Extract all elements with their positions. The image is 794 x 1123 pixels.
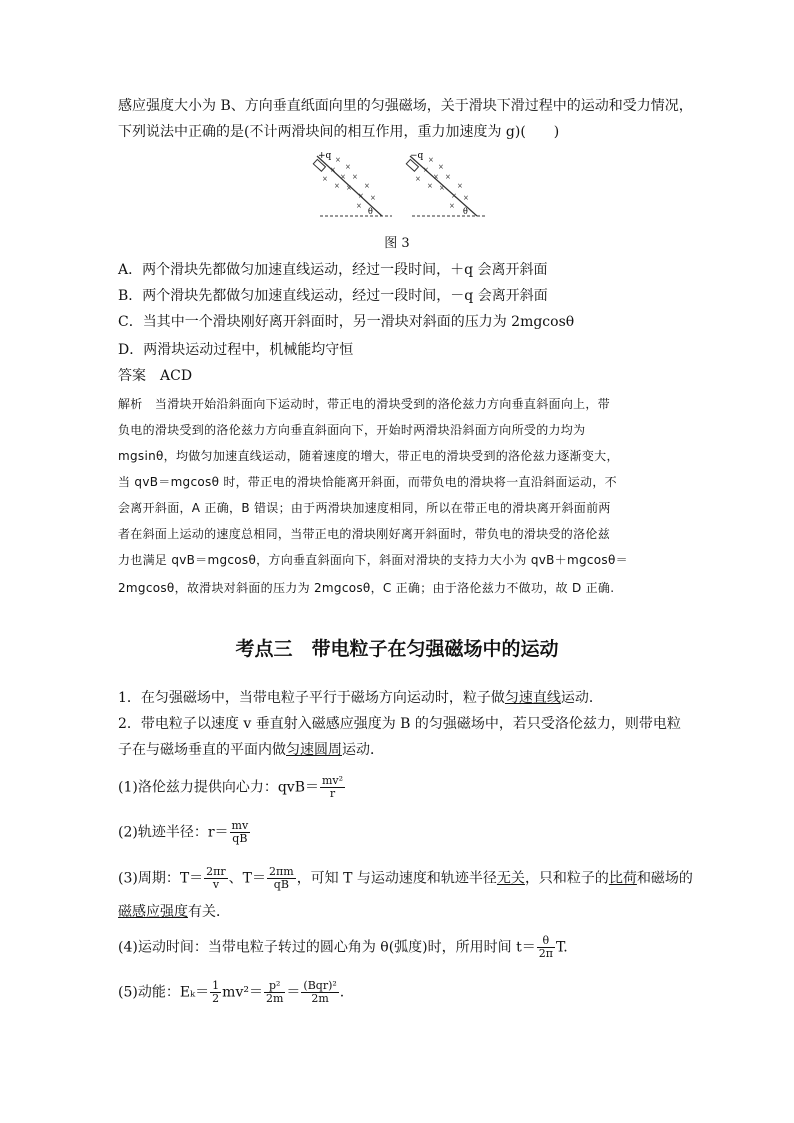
- answer-label: 答案: [118, 368, 146, 384]
- incline-right: [406, 151, 487, 216]
- incline-figure: [312, 148, 492, 224]
- svg-text:×: ×: [433, 173, 439, 181]
- svg-text:×: ×: [370, 194, 376, 202]
- svg-text:×: ×: [451, 192, 457, 200]
- solution-line-6: 者在斜面上运动的速度总相同，当带正电的滑块刚好离开斜面时，带负电的滑块受的洛伦兹: [118, 527, 611, 541]
- formula-4: (4)运动时间：当带电粒子转过的圆心角为 θ(弧度)时，所用时间 t＝ $\frac{\theta}{2\pi}$ T.: [118, 934, 568, 960]
- svg-text:×: ×: [346, 184, 352, 192]
- svg-text:×: ×: [427, 182, 433, 190]
- solution-line-5: 会离开斜面，A 正确，B 错误；由于两滑块加速度相同，所以在带正电的滑块离开斜面前两: [118, 501, 611, 515]
- svg-text:×: ×: [439, 184, 445, 192]
- solution-line-2: 负电的滑块受到的洛伦兹力方向垂直斜面向下，开始时两滑块沿斜面方向所受的力均为: [118, 423, 586, 437]
- svg-text:×: ×: [463, 194, 469, 202]
- option-a: A．两个滑块先都做匀加速直线运动，经过一段时间，＋q 会离开斜面: [118, 262, 548, 278]
- intro-line-1: 感应强度大小为 B、方向垂直纸面向里的匀强磁场，关于滑块下滑过程中的运动和受力情况，: [118, 98, 693, 114]
- formula-5: (5)动能：Eₖ＝ $\frac{1}{2}$ mv²＝ $\frac{\text{p²}}{2m}$ ＝ $\frac{\text{(Bqr)²}}{2m}$ .: [118, 979, 345, 1005]
- answer-value: ACD: [160, 368, 193, 384]
- svg-text:×: ×: [340, 173, 346, 181]
- solution-line-1: 解析 当滑块开始沿斜面向下运动时，带正电的滑块受到的洛伦兹力方向垂直斜面向上，带: [118, 397, 611, 411]
- solution-line-3: mgsinθ，均做匀加速直线运动，随着速度的增大，带正电的滑块受到的洛伦兹力逐渐变大，: [118, 449, 619, 463]
- svg-text:×: ×: [330, 166, 336, 174]
- svg-text:×: ×: [364, 182, 370, 190]
- svg-text:×: ×: [423, 166, 429, 174]
- point-2-line-2: 子在与磁场垂直的平面内做匀速圆周运动．: [118, 742, 384, 758]
- solution-line-4: 当 qvB＝mgcosθ 时，带正电的滑块恰能离开斜面，而带负电的滑块将一直沿斜面运动，不: [118, 475, 617, 489]
- svg-text:×: ×: [449, 202, 455, 210]
- point-2-line-1: 2．带电粒子以速度 v 垂直射入磁感应强度为 B 的匀强磁场中，若只受洛伦兹力，则带电粒: [118, 716, 681, 732]
- angle-left: θ: [368, 207, 373, 216]
- svg-text:×: ×: [415, 175, 421, 183]
- option-d: D．两滑块运动过程中，机械能均守恒: [118, 342, 354, 358]
- formula-1: (1)洛伦兹力提供向心力：qvB＝ $\frac{\text{mv²}}{r}$: [118, 774, 344, 800]
- formula-2: (2)轨迹半径：r＝ $\frac{mv}{qB}$: [118, 819, 249, 845]
- incline-left: [313, 151, 392, 216]
- point-1: 1．在匀强磁场中，当带电粒子平行于磁场方向运动时，粒子做匀速直线运动．: [118, 690, 603, 706]
- svg-text:×: ×: [334, 182, 340, 190]
- solution-line-8: 2mgcosθ，故滑块对斜面的压力为 2mgcosθ，C 正确；由于洛伦兹力不做功，故 D 正确.: [118, 581, 615, 595]
- option-b: B．两个滑块先都做匀加速直线运动，经过一段时间，－q 会离开斜面: [118, 288, 548, 304]
- svg-text:×: ×: [352, 173, 358, 181]
- angle-right: θ: [463, 207, 468, 216]
- svg-text:×: ×: [345, 163, 351, 171]
- svg-text:×: ×: [356, 202, 362, 210]
- intro-line-2: 下列说法中正确的是(不计两滑块间的相互作用，重力加速度为 g)( ): [118, 124, 560, 140]
- label-negative: −q: [410, 151, 424, 161]
- svg-text:×: ×: [335, 156, 341, 164]
- formula-3-cont: 磁感应强度有关．: [118, 904, 230, 920]
- svg-text:×: ×: [457, 182, 463, 190]
- svg-text:×: ×: [438, 163, 444, 171]
- answer: [118, 366, 192, 386]
- svg-text:×: ×: [445, 173, 451, 181]
- label-positive: +q: [318, 151, 332, 161]
- svg-text:×: ×: [428, 156, 434, 164]
- formula-3: (3)周期：T＝ $\frac{2\pi r}{v}$ 、T＝ $\frac{2\pi m}{qB}$ ，可知 T 与运动速度和轨迹半径无关，只和粒子的比荷和磁场的: [118, 865, 693, 891]
- figure-caption: 图 3: [384, 236, 410, 251]
- solution-label: 解析: [118, 397, 143, 411]
- section-title: 考点三 带电粒子在匀强磁场中的运动: [235, 638, 559, 660]
- svg-text:×: ×: [358, 192, 364, 200]
- svg-text:×: ×: [322, 175, 328, 183]
- option-c: C．当其中一个滑块刚好离开斜面时，另一滑块对斜面的压力为 2mgcosθ: [118, 314, 575, 330]
- solution-line-7: 力也满足 qvB＝mgcosθ，方向垂直斜面向下，斜面对滑块的支持力大小为 qvB＋mgcosθ＝: [118, 553, 628, 567]
